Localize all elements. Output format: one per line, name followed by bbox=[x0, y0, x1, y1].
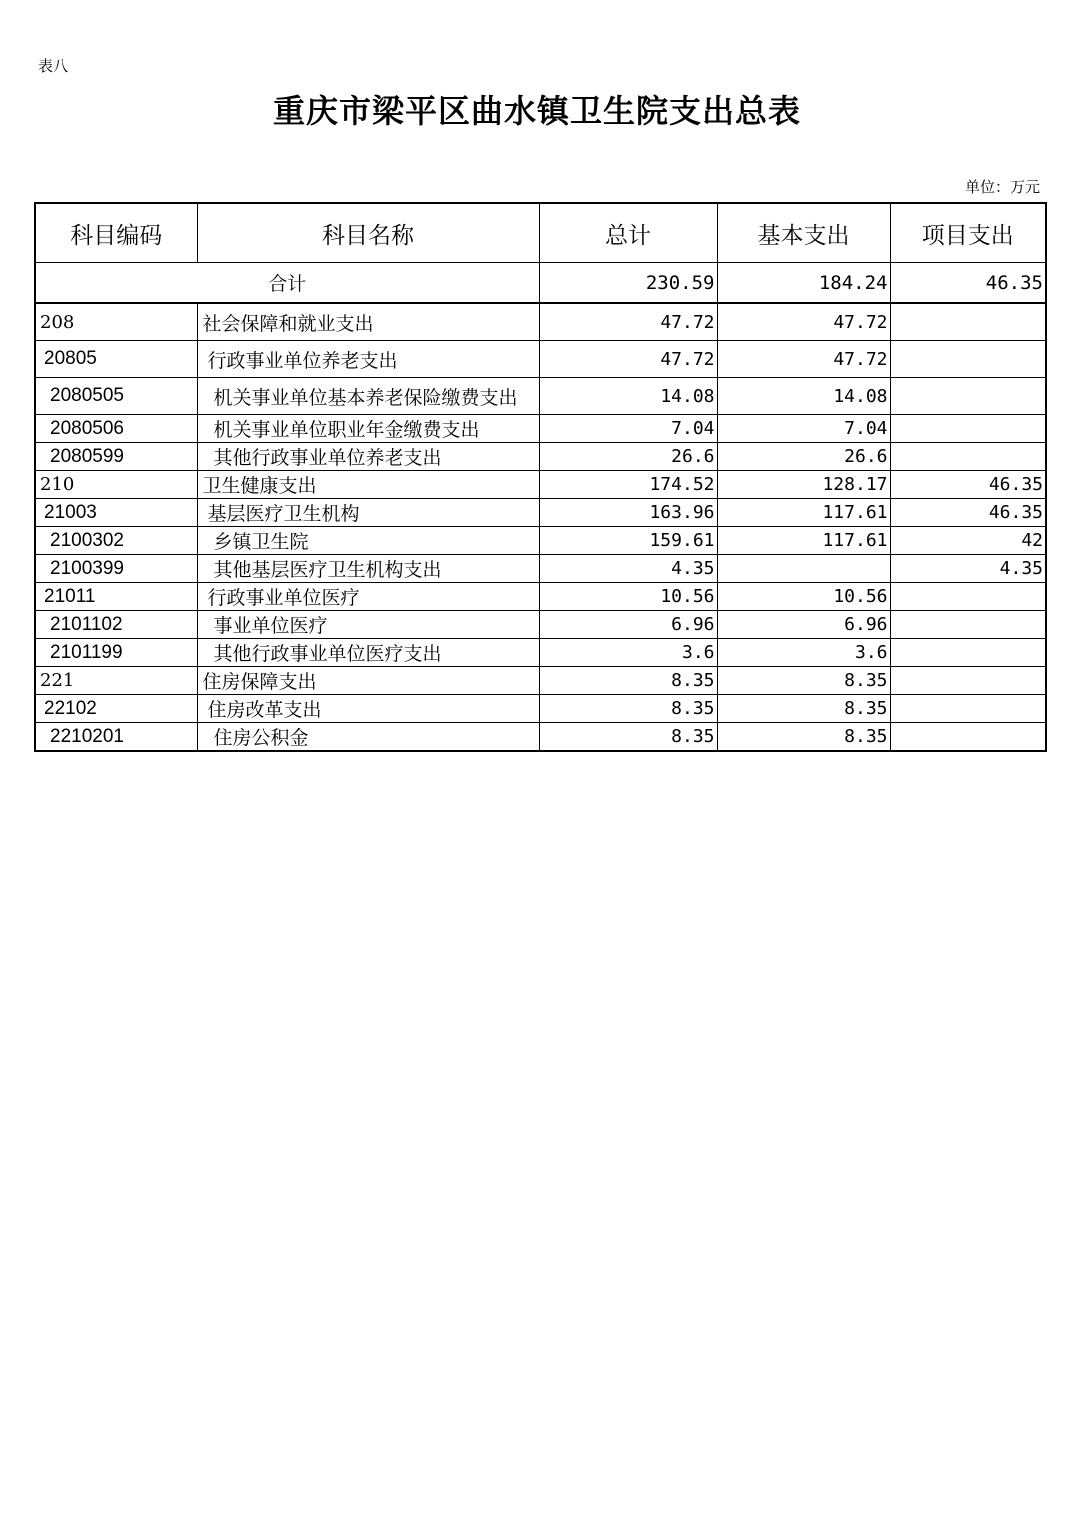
row-basic bbox=[717, 555, 890, 583]
table-row bbox=[35, 443, 1046, 471]
table-row bbox=[35, 667, 1046, 695]
row-basic: 26.6 bbox=[717, 443, 890, 471]
table-row bbox=[35, 341, 1046, 378]
page-label: 表八 bbox=[38, 57, 69, 75]
row-total: 6.96 bbox=[539, 611, 717, 639]
row-basic: 117.61 bbox=[717, 499, 890, 527]
row-project bbox=[890, 443, 1046, 471]
row-total: 8.35 bbox=[539, 695, 717, 723]
row-code: 21011 bbox=[35, 583, 197, 611]
row-project bbox=[890, 303, 1046, 341]
row-name: 住房保障支出 bbox=[197, 667, 539, 695]
row-total: 8.35 bbox=[539, 667, 717, 695]
row-total: 3.6 bbox=[539, 639, 717, 667]
row-code: 21003 bbox=[35, 499, 197, 527]
row-name: 机关事业单位基本养老保险缴费支出 bbox=[197, 378, 539, 415]
table-row bbox=[35, 378, 1046, 415]
table-row bbox=[35, 611, 1046, 639]
header-code: 科目编码 bbox=[35, 203, 197, 263]
expenditure-table bbox=[34, 202, 1047, 752]
row-code: 2210201 bbox=[35, 723, 197, 752]
row-project bbox=[890, 378, 1046, 415]
row-code: 221 bbox=[35, 667, 197, 695]
row-total: 10.56 bbox=[539, 583, 717, 611]
row-name: 其他行政事业单位医疗支出 bbox=[197, 639, 539, 667]
summary-total: 230.59 bbox=[539, 263, 717, 304]
row-total: 47.72 bbox=[539, 303, 717, 341]
document-title: 重庆市梁平区曲水镇卫生院支出总表 bbox=[272, 92, 801, 130]
table-row bbox=[35, 303, 1046, 341]
table-row bbox=[35, 499, 1046, 527]
row-name: 其他行政事业单位养老支出 bbox=[197, 443, 539, 471]
row-total: 4.35 bbox=[539, 555, 717, 583]
row-project bbox=[890, 667, 1046, 695]
row-total: 26.6 bbox=[539, 443, 717, 471]
row-project bbox=[890, 695, 1046, 723]
row-total: 159.61 bbox=[539, 527, 717, 555]
header-row bbox=[35, 203, 1046, 263]
header-basic: 基本支出 bbox=[717, 203, 890, 263]
row-basic: 8.35 bbox=[717, 723, 890, 752]
row-code: 2100302 bbox=[35, 527, 197, 555]
table-row bbox=[35, 527, 1046, 555]
row-basic: 47.72 bbox=[717, 341, 890, 378]
row-code: 2080505 bbox=[35, 378, 197, 415]
row-project bbox=[890, 639, 1046, 667]
header-total: 总计 bbox=[539, 203, 717, 263]
row-code: 2080506 bbox=[35, 415, 197, 443]
row-project: 46.35 bbox=[890, 471, 1046, 499]
row-code: 20805 bbox=[35, 341, 197, 378]
row-name: 行政事业单位养老支出 bbox=[197, 341, 539, 378]
summary-row bbox=[35, 263, 1046, 304]
table-row bbox=[35, 415, 1046, 443]
row-total: 47.72 bbox=[539, 341, 717, 378]
row-basic: 6.96 bbox=[717, 611, 890, 639]
row-code: 2101199 bbox=[35, 639, 197, 667]
row-project: 46.35 bbox=[890, 499, 1046, 527]
row-project bbox=[890, 611, 1046, 639]
row-code: 208 bbox=[35, 303, 197, 341]
row-code: 2101102 bbox=[35, 611, 197, 639]
row-basic: 3.6 bbox=[717, 639, 890, 667]
table-row bbox=[35, 555, 1046, 583]
row-project: 42 bbox=[890, 527, 1046, 555]
summary-label: 合计 bbox=[35, 263, 539, 304]
row-total: 14.08 bbox=[539, 378, 717, 415]
row-project: 4.35 bbox=[890, 555, 1046, 583]
row-name: 基层医疗卫生机构 bbox=[197, 499, 539, 527]
header-project: 项目支出 bbox=[890, 203, 1046, 263]
row-code: 210 bbox=[35, 471, 197, 499]
row-code: 2080599 bbox=[35, 443, 197, 471]
row-name: 住房公积金 bbox=[197, 723, 539, 752]
row-name: 卫生健康支出 bbox=[197, 471, 539, 499]
header-name: 科目名称 bbox=[197, 203, 539, 263]
row-name: 行政事业单位医疗 bbox=[197, 583, 539, 611]
row-name: 社会保障和就业支出 bbox=[197, 303, 539, 341]
row-name: 事业单位医疗 bbox=[197, 611, 539, 639]
row-basic: 117.61 bbox=[717, 527, 890, 555]
row-project bbox=[890, 583, 1046, 611]
row-total: 7.04 bbox=[539, 415, 717, 443]
row-total: 174.52 bbox=[539, 471, 717, 499]
row-total: 163.96 bbox=[539, 499, 717, 527]
table-row bbox=[35, 723, 1046, 752]
row-basic: 8.35 bbox=[717, 667, 890, 695]
row-name: 其他基层医疗卫生机构支出 bbox=[197, 555, 539, 583]
row-total: 8.35 bbox=[539, 723, 717, 752]
row-code: 2100399 bbox=[35, 555, 197, 583]
row-basic: 7.04 bbox=[717, 415, 890, 443]
row-basic: 47.72 bbox=[717, 303, 890, 341]
summary-project: 46.35 bbox=[890, 263, 1046, 304]
row-name: 乡镇卫生院 bbox=[197, 527, 539, 555]
unit-label: 单位：万元 bbox=[964, 178, 1040, 196]
row-basic: 128.17 bbox=[717, 471, 890, 499]
summary-basic: 184.24 bbox=[717, 263, 890, 304]
row-project bbox=[890, 723, 1046, 752]
row-name: 住房改革支出 bbox=[197, 695, 539, 723]
table-row bbox=[35, 695, 1046, 723]
row-basic: 10.56 bbox=[717, 583, 890, 611]
table-row bbox=[35, 639, 1046, 667]
table-row bbox=[35, 583, 1046, 611]
row-code: 22102 bbox=[35, 695, 197, 723]
table-row bbox=[35, 471, 1046, 499]
row-name: 机关事业单位职业年金缴费支出 bbox=[197, 415, 539, 443]
row-basic: 8.35 bbox=[717, 695, 890, 723]
row-project bbox=[890, 341, 1046, 378]
row-project bbox=[890, 415, 1046, 443]
row-basic: 14.08 bbox=[717, 378, 890, 415]
